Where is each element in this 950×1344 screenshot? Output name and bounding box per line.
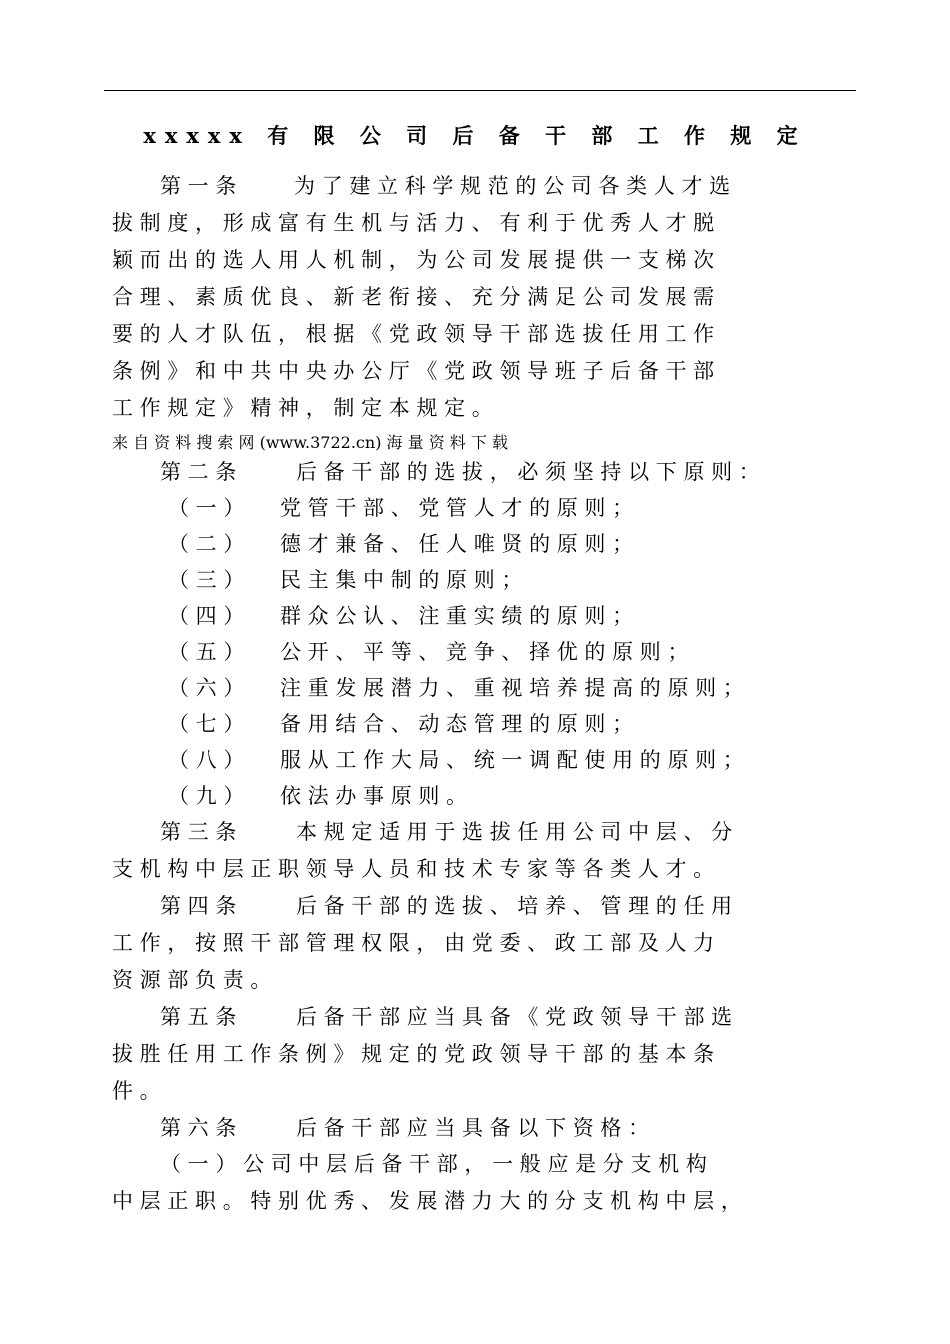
line-text: 为 了 建 立 科 学 规 范 的 公 司 各 类 人 才 选 — [294, 174, 731, 198]
line-text: 备 用 结 合 、 动 态 管 理 的 原 则 ； — [280, 712, 634, 736]
line-text: 中 层 正 职 。 特 别 优 秀 、 发 展 潜 力 大 的 分 支 机 构 中 层 ， — [112, 1189, 742, 1213]
item-label: （ 七 ） — [168, 712, 245, 736]
line-text: 本 规 定 适 用 于 选 拔 任 用 公 司 中 层 、 分 — [296, 820, 733, 844]
line-text: 后 备 干 部 的 选 拔 ， 必 须 坚 持 以 下 原 则 ： — [296, 460, 760, 484]
article-label: 第 六 条 — [160, 1116, 237, 1140]
paragraph-line — [0, 1110, 950, 1147]
paragraph-line — [0, 390, 950, 427]
line-text: 后 备 干 部 应 当 具 备 《 党 政 领 导 干 部 选 — [296, 1005, 733, 1029]
paragraph-line — [0, 814, 950, 851]
principle-item — [0, 778, 950, 815]
paragraph-line — [0, 1073, 950, 1110]
line-text: 件 。 — [112, 1079, 161, 1103]
paragraph-line — [0, 168, 950, 205]
principle-item — [0, 742, 950, 779]
item-label: （ 六 ） — [168, 676, 245, 700]
paragraph-line — [0, 925, 950, 962]
line-text: 群 众 公 认 、 注 重 实 绩 的 原 则 ； — [280, 604, 634, 628]
line-text: 要 的 人 才 队 伍 ， 根 据 《 党 政 领 导 干 部 选 拔 任 用 工 作 — [112, 322, 715, 346]
principle-item — [0, 670, 950, 707]
line-text: 合 理 、 素 质 优 良 、 新 老 衔 接 、 充 分 满 足 公 司 发 展 需 — [112, 285, 715, 309]
principle-item — [0, 490, 950, 527]
line-text: 条 例 》 和 中 共 中 央 办 公 厅 《 党 政 领 导 班 子 后 备 干 部 — [112, 359, 715, 383]
paragraph-line — [0, 1183, 950, 1220]
line-text: （ 一 ） 公 司 中 层 后 备 干 部 ， 一 般 应 是 分 支 机 构 — [160, 1152, 707, 1176]
item-label: （ 九 ） — [168, 784, 245, 808]
paragraph-line — [0, 962, 950, 999]
line-text: 德 才 兼 备 、 任 人 唯 贤 的 原 则 ； — [280, 532, 634, 556]
line-text: 颖 而 出 的 选 人 用 人 机 制 ， 为 公 司 发 展 提 供 一 支 梯 次 — [112, 248, 715, 272]
item-label: （ 一 ） — [168, 496, 245, 520]
line-text: 党 管 干 部 、 党 管 人 才 的 原 则 ； — [280, 496, 634, 520]
item-label: （ 五 ） — [168, 640, 245, 664]
paragraph-line — [0, 888, 950, 925]
paragraph-line — [0, 316, 950, 353]
paragraph-line — [0, 851, 950, 888]
paragraph-line — [0, 205, 950, 242]
article-label: 第 五 条 — [160, 1005, 237, 1029]
principle-item — [0, 562, 950, 599]
line-text: 民 主 集 中 制 的 原 则 ； — [280, 568, 523, 592]
item-label: （ 三 ） — [168, 568, 245, 592]
item-label: （ 四 ） — [168, 604, 245, 628]
top-rule — [104, 90, 856, 91]
paragraph-line — [0, 242, 950, 279]
item-label: （ 八 ） — [168, 748, 245, 772]
line-text: 依 法 办 事 原 则 。 — [280, 784, 468, 808]
principle-item — [0, 526, 950, 563]
line-text: 公 开 、 平 等 、 竞 争 、 择 优 的 原 则 ； — [280, 640, 689, 664]
principle-item — [0, 598, 950, 635]
line-text: 支 机 构 中 层 正 职 领 导 人 员 和 技 术 专 家 等 各 类 人 才 。 — [112, 857, 715, 881]
article-label: 第 四 条 — [160, 894, 237, 918]
source-note-text: 来 自 资 料 搜 索 网 (www.3722.cn) 海 量 资 料 下 载 — [112, 433, 508, 452]
paragraph-line — [0, 1036, 950, 1073]
line-text: 服 从 工 作 大 局 、 统 一 调 配 使 用 的 原 则 ； — [280, 748, 744, 772]
line-text: 后 备 干 部 的 选 拔 、 培 养 、 管 理 的 任 用 — [296, 894, 733, 918]
paragraph-line — [0, 454, 950, 491]
paragraph-line — [0, 353, 950, 390]
line-text: 注 重 发 展 潜 力 、 重 视 培 养 提 高 的 原 则 ； — [280, 676, 744, 700]
paragraph-line — [0, 279, 950, 316]
line-text: 资 源 部 负 责 。 — [112, 968, 272, 992]
line-text: 拔 胜 任 用 工 作 条 例 》 规 定 的 党 政 领 导 干 部 的 基 本 条 — [112, 1042, 715, 1066]
paragraph-line — [0, 1146, 950, 1183]
principle-item — [0, 634, 950, 671]
paragraph-line — [0, 999, 950, 1036]
line-text: 后 备 干 部 应 当 具 备 以 下 资 格 ： — [296, 1116, 650, 1140]
item-label: （ 二 ） — [168, 532, 245, 556]
article-label: 第 三 条 — [160, 820, 237, 844]
article-label: 第 二 条 — [160, 460, 237, 484]
line-text: 工 作 ， 按 照 干 部 管 理 权 限 ， 由 党 委 、 政 工 部 及 人 力 — [112, 931, 715, 955]
line-text: 工 作 规 定 》 精 神 ， 制 定 本 规 定 。 — [112, 396, 493, 420]
article-label: 第 一 条 — [160, 174, 237, 198]
line-text: 拔 制 度 ， 形 成 富 有 生 机 与 活 力 、 有 利 于 优 秀 人 才 脱 — [112, 211, 715, 235]
document-title: xxxxx 有 限 公 司 后 备 干 部 工 作 规 定 — [143, 123, 807, 148]
principle-item — [0, 706, 950, 743]
